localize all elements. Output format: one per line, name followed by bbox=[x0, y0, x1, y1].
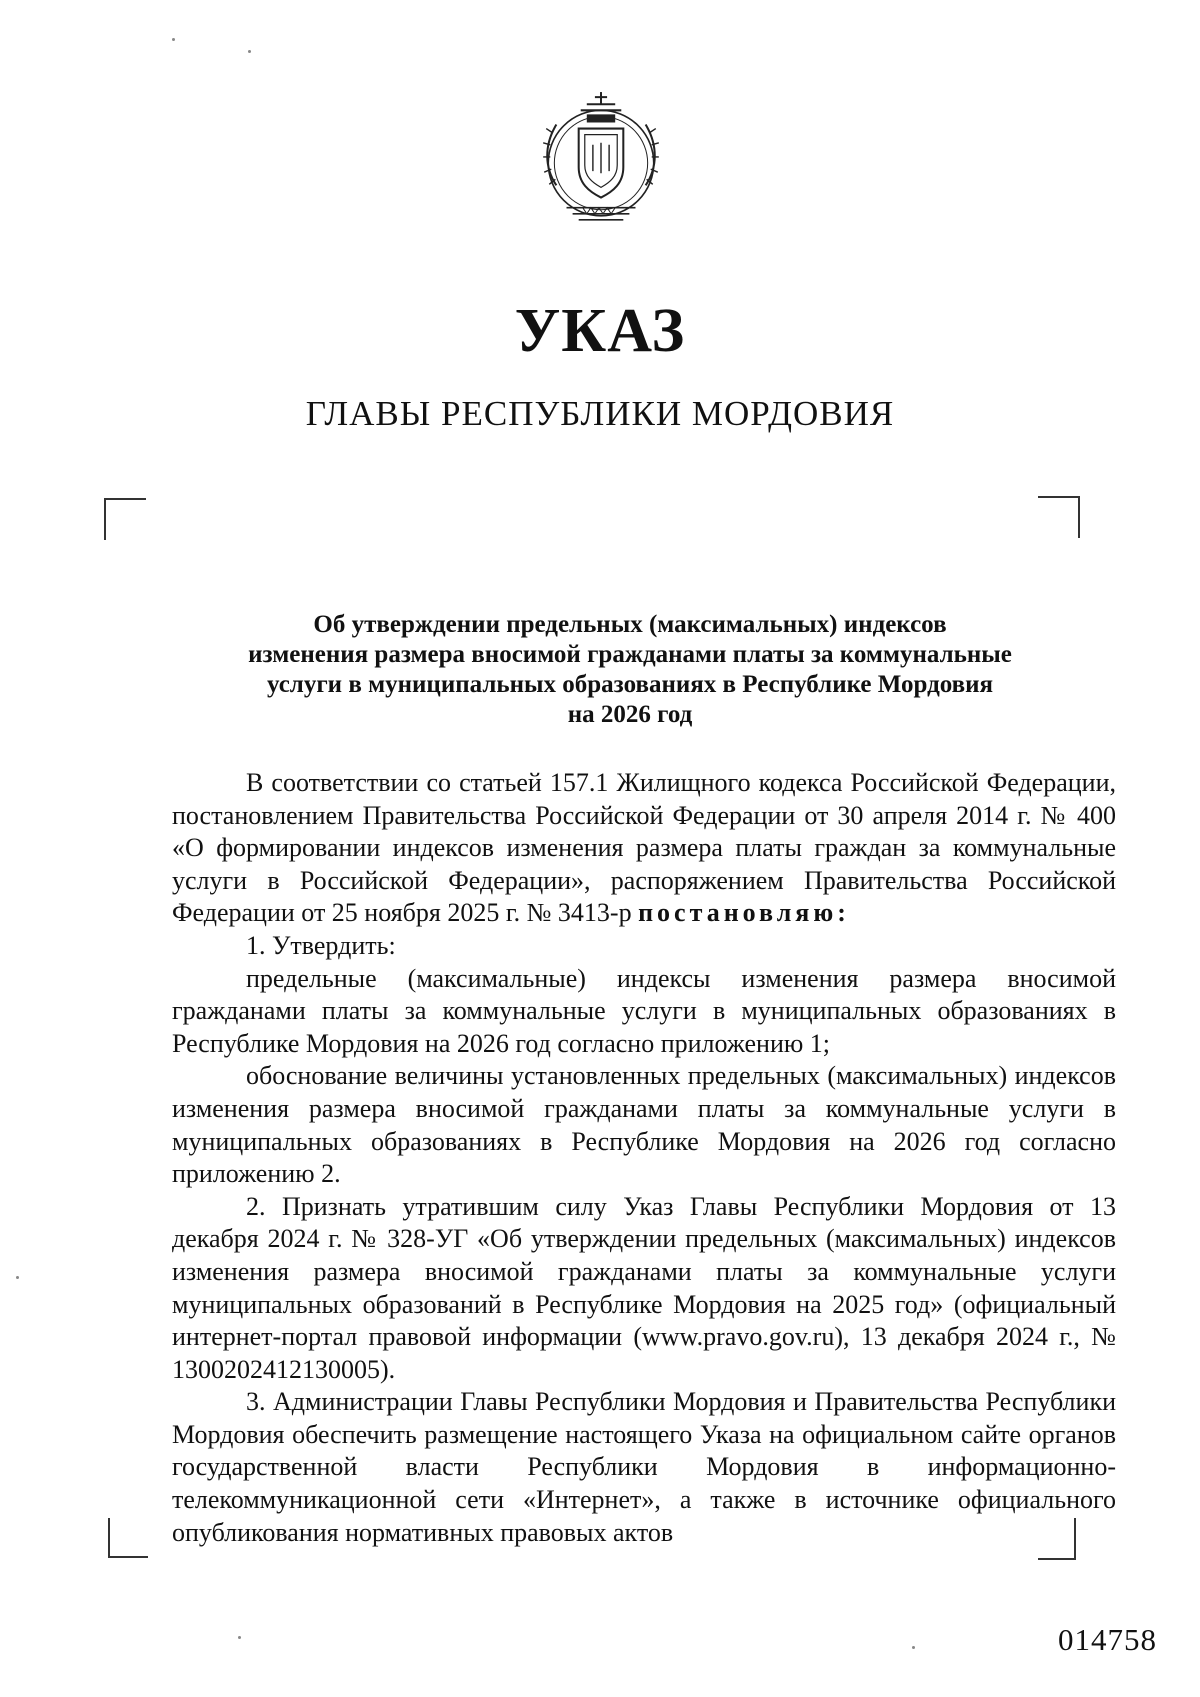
item-2-paragraph: 2. Признать утратившим силу Указ Главы Республики Мордовия от 13 декабря 2024 г. № 328-УГ «Об утверждении предельных (максимальных) индексов изменения размера вносимой гражданами платы за коммунальные услуги муниципальных образований в Республике Мордовия на 2025 год» (официальный интернет-портал правовой информации (www.pravo.gov.ru), 13 декабря 2024 г., № 1300202412130005). bbox=[172, 1191, 1116, 1384]
form-serial-number: 014758 bbox=[1058, 1622, 1157, 1657]
scan-speck bbox=[248, 50, 251, 53]
preamble-text: В соответствии со статьей 157.1 Жилищного кодекса Российской Федерации, постановлением Правительства Российской Федерации от 30 апреля 2014 г. № 400 «О формировании индексов изменения размера платы граждан за коммунальные услуги в Российской Федерации», распоряжением Правительства Российской Федерации от 25 ноября 2025 г. № 3413-р bbox=[172, 768, 1116, 928]
heading-line: изменения размера вносимой гражданами платы за коммунальные bbox=[248, 641, 1012, 668]
decree-word: постановляю: bbox=[638, 898, 850, 928]
item-3-paragraph: 3. Администрации Главы Республики Мордовия и Правительства Республики Мордовия обеспечить размещение настоящего Указа на официальном сайте органов государственной власти Республики Мордовия в информационно-телекоммуникационной сети «Интернет», а также в источнике официального опубликования нормативных правовых актов bbox=[172, 1387, 1116, 1547]
heading-line: Об утверждении предельных (максимальных) индексов bbox=[313, 611, 947, 638]
preamble-paragraph bbox=[172, 767, 1116, 930]
margin-corner-bottom-right bbox=[1038, 1518, 1076, 1560]
scan-speck bbox=[238, 1636, 241, 1639]
item-1-subitem-a: предельные (максимальные) индексы изменения размера вносимой гражданами платы за коммунальные услуги в муниципальных образованиях в Республике Мордовия на 2026 год согласно приложению 1; bbox=[172, 963, 1116, 1058]
margin-corner-bottom-left bbox=[108, 1518, 148, 1558]
heading-line: на 2026 год bbox=[567, 701, 693, 728]
issuing-authority-subtitle: ГЛАВЫ РЕСПУБЛИКИ МОРДОВИЯ bbox=[305, 394, 895, 433]
item-1-title: 1. Утвердить: bbox=[246, 930, 396, 960]
item-1-subitem-b: обоснование величины установленных предельных (максимальных) индексов изменения размера вносимой гражданами платы за коммунальные услуги в муниципальных образованиях в Республике Мордовия на 2026 год согласно приложению 2. bbox=[172, 1061, 1116, 1189]
republic-of-mordovia-coat-of-arms-icon bbox=[530, 88, 672, 230]
address-field-corner-top-right bbox=[1038, 496, 1080, 538]
scan-speck bbox=[16, 1276, 19, 1279]
document-body bbox=[172, 767, 1116, 1549]
scan-speck bbox=[172, 38, 175, 41]
heading-line: услуги в муниципальных образованиях в Республике Мордовия bbox=[266, 671, 994, 698]
address-field-corner-top-left bbox=[104, 498, 146, 540]
document-heading bbox=[190, 610, 1070, 730]
scan-speck bbox=[912, 1646, 915, 1649]
document-type-title: УКАЗ bbox=[514, 297, 686, 365]
